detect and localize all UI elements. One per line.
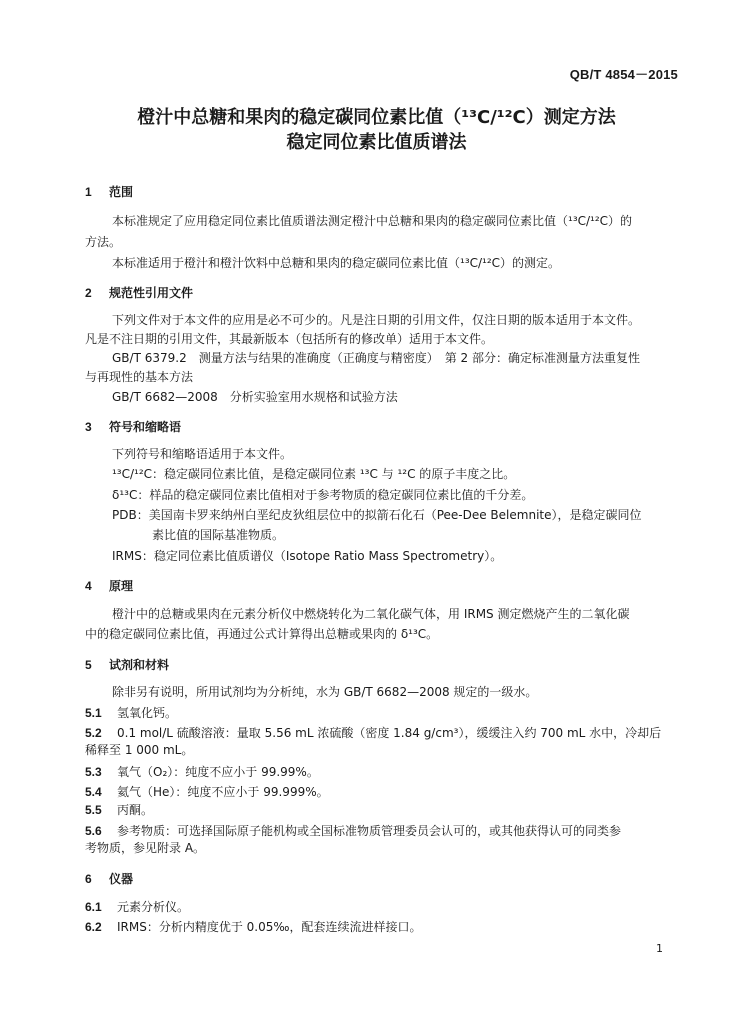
item-text: 氢氧化钙。 [117,706,178,720]
paragraph: 橙汁中的总糖或果肉在元素分析仪中燃烧转化为二氧化碳气体，用 IRMS 测定燃烧产生的二氧化碳 [112,607,630,621]
list-item [85,801,153,818]
section-title: 规范性引用文件 [109,286,194,300]
definition: PDB：美国南卡罗来纳州白垩纪皮狄组层位中的拟箭石化石（Pee-Dee Belemnite），是稳定碳同位 [112,508,642,522]
paragraph: 方法。 [85,235,122,249]
reference-entry: 与再现性的基本方法 [85,370,194,384]
item-number: 5.3 [85,765,102,779]
list-item [85,704,177,721]
item-text: 氦气（He）：纯度不应小于 99.999%。 [117,785,329,799]
definition: 素比值的国际基准物质。 [152,528,285,542]
section-number: 4 [85,579,92,593]
paragraph: 下列文件对于本文件的应用是必不可少的。凡是注日期的引用文件，仅注日期的版本适用于本文件。 [112,313,641,327]
standard-code: QB/T 4854－2015 [569,67,678,82]
item-number: 5.6 [85,824,102,838]
paragraph: 下列符号和缩略语适用于本文件。 [112,447,293,461]
item-text: 丙酮。 [117,803,154,817]
item-number: 6.2 [85,920,102,934]
item-text: 0.1 mol/L 硫酸溶液：量取 5.56 mL 浓硫酸（密度 1.84 g/cm³），缓缓注入约 700 mL 水中，冷却后 [117,726,662,740]
item-number: 5.2 [85,726,102,740]
section-3-heading [85,418,181,435]
section-title: 符号和缩略语 [109,420,182,434]
section-number: 3 [85,420,92,434]
section-4-heading [85,577,133,594]
list-item [85,783,329,800]
section-1-heading [85,183,133,200]
item-number: 6.1 [85,900,102,914]
paragraph: 除非另有说明，所用试剂均为分析纯，水为 GB/T 6682—2008 规定的一级水。 [112,685,538,699]
section-number: 6 [85,872,92,886]
section-number: 2 [85,286,92,300]
section-2-heading [85,284,193,301]
paragraph: 中的稳定碳同位素比值，再通过公式计算得出总糖或果肉的 δ¹³C。 [85,627,439,641]
paragraph: 凡是不注日期的引用文件，其最新版本（包括所有的修改单）适用于本文件。 [85,332,494,346]
section-title: 范围 [109,185,134,199]
section-title: 仪器 [109,872,134,886]
paragraph: 本标准适用于橙汁和橙汁饮料中总糖和果肉的稳定碳同位素比值（¹³C/¹²C）的测定。 [112,256,561,270]
page-number: 1 [656,942,663,955]
section-number: 1 [85,185,92,199]
list-item [85,822,621,839]
item-text: IRMS：分析内精度优于 0.05‰，配套连续流进样接口。 [117,920,422,934]
item-continuation: 稀释至 1 000 mL。 [85,743,194,757]
section-title: 试剂和材料 [109,658,170,672]
definition: ¹³C/¹²C：稳定碳同位素比值，是稳定碳同位素 ¹³C 与 ¹²C 的原子丰度之比。 [112,467,516,481]
section-5-heading [85,656,169,673]
document-title-line2: 稳定同位素比值质谱法 [286,132,467,153]
section-title: 原理 [109,579,134,593]
item-number: 5.4 [85,785,102,799]
list-item [85,918,421,935]
reference-entry: GB/T 6379.2 测量方法与结果的准确度（正确度与精密度） 第 2 部分：确定标准测量方法重复性 [112,351,640,365]
list-item [85,724,661,741]
reference-entry: GB/T 6682—2008 分析实验室用水规格和试验方法 [112,390,398,404]
definition: IRMS：稳定同位素比值质谱仪（Isotope Ratio Mass Spectrometry）。 [112,549,503,563]
list-item [85,898,189,915]
item-continuation: 考物质，参见附录 A。 [85,841,206,855]
list-item [85,763,319,780]
section-number: 5 [85,658,92,672]
item-text: 氧气（O₂）：纯度不应小于 99.99%。 [117,765,319,779]
document-title-line1: 橙汁中总糖和果肉的稳定碳同位素比值（¹³C/¹²C）测定方法 [137,107,616,128]
item-text: 参考物质：可选择国际原子能机构或全国标准物质管理委员会认可的，或其他获得认可的同类参 [117,824,622,838]
item-number: 5.5 [85,803,102,817]
paragraph: 本标准规定了应用稳定同位素比值质谱法测定橙汁中总糖和果肉的稳定碳同位素比值（¹³C/¹²C）的 [112,214,633,228]
item-text: 元素分析仪。 [117,900,190,914]
section-6-heading [85,870,133,887]
definition: δ¹³C：样品的稳定碳同位素比值相对于参考物质的稳定碳同位素比值的千分差。 [112,488,534,502]
item-number: 5.1 [85,706,102,720]
